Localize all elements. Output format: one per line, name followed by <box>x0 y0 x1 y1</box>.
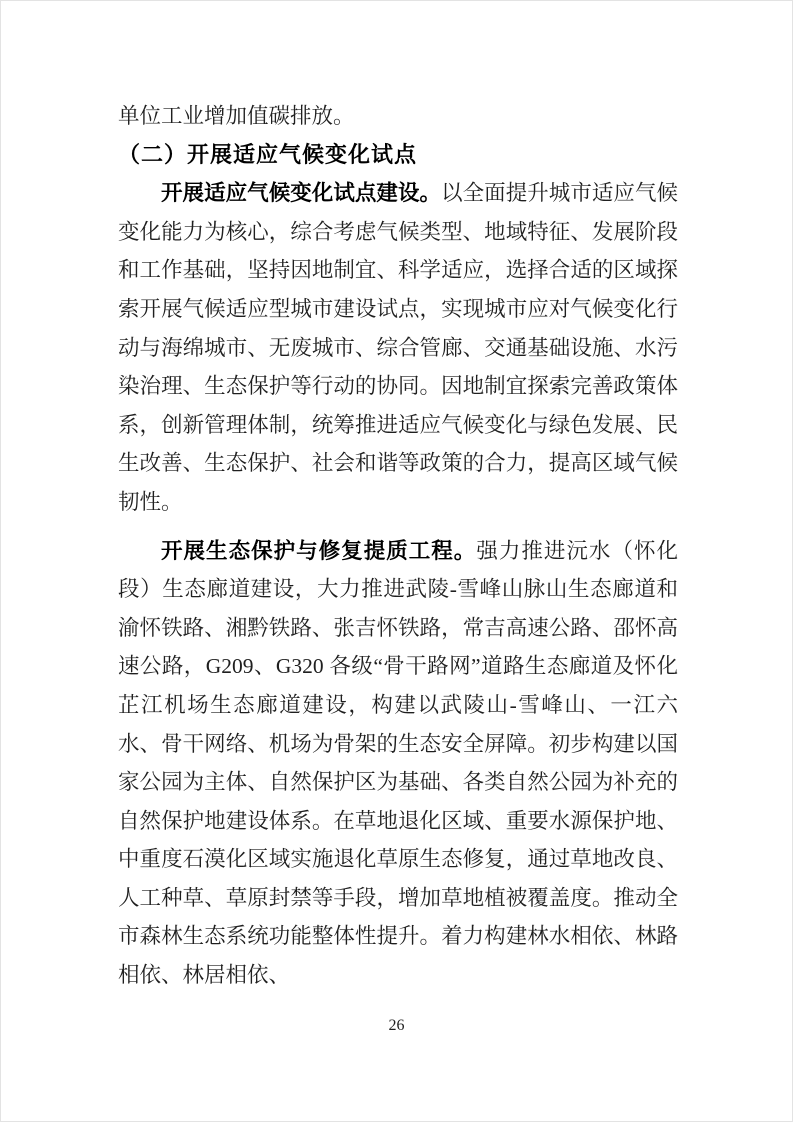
paragraph-text: 以全面提升城市适应气候变化能力为核心，综合考虑气候类型、地域特征、发展阶段和工作基础，坚持因地制宜、科学适应，选择合适的区域探索开展气候适应型城市建设试点，实现城市应对气候变化行动与海绵城市、无废城市、综合管廊、交通基础设施、水污染治理、生态保护等行动的协同。因地制宜探索完善政策体系，创新管理体制，统筹推进适应气候变化与绿色发展、民生改善、生态保护、社会和谐等政策的合力，提高区域气候韧性。 <box>118 181 678 514</box>
document-body <box>118 97 678 995</box>
section-heading: （二）开展适应气候变化试点 <box>118 141 418 167</box>
continuation-paragraph: 单位工业增加值碳排放。 <box>118 104 355 128</box>
paragraph-adaptation-pilot <box>118 174 678 521</box>
paragraph-lead: 开展生态保护与修复提质工程。 <box>161 538 477 563</box>
page-number: 26 <box>388 1017 405 1034</box>
paragraph-text: 强力推进沅水（怀化段）生态廊道建设，大力推进武陵-雪峰山脉山生态廊道和渝怀铁路、湘黔铁路、张吉怀铁路，常吉高速公路、邵怀高速公路，G209、G320 各级“骨干路网”道路生态廊道及怀化芷江机场生态廊道建设，构建以武陵山-雪峰山、一江六水、骨干网络、机场为骨架的生态安全屏障。初步构建以国家公园为主体、自然保护区为基础、各类自然公园为补充的自然保护地建设体系。在草地退化区域、重要水源保护地、中重度石漠化区域实施退化草原生态修复，通过草地改良、人工种草、草原封禁等手段，增加草地植被覆盖度。推动全市森林生态系统功能整体性提升。着力构建林水相依、林路相依、林居相依、 <box>118 538 678 988</box>
paragraph-ecological-restoration <box>118 532 678 995</box>
paragraph-lead: 开展适应气候变化试点建设。 <box>161 181 442 206</box>
